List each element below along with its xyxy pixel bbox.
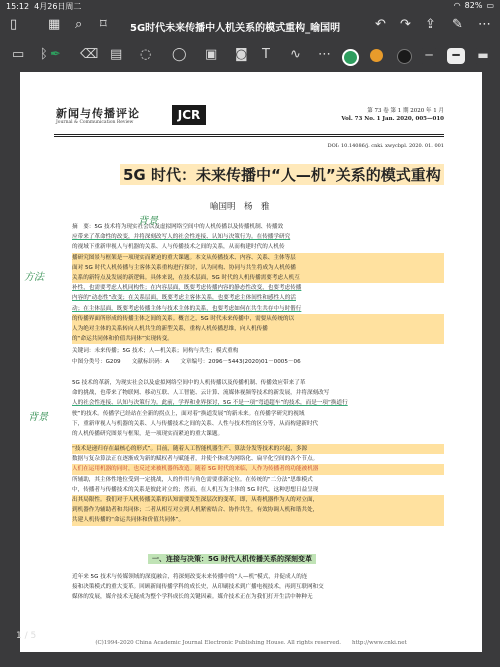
sidebar-toggle-icon[interactable]: ▯ — [10, 17, 18, 32]
abstract-line: 关系的新特点及发展的新逻辑。具体来说，在技术层面，5G 时代的人机传播需要考虑人机互 — [72, 273, 444, 283]
read-mode-icon[interactable]: ▭ — [12, 47, 25, 62]
section-line: 接和决策模式的重大变革。回顾新闻传播学科的成长史，从印刷技术到广播电视技术，再到互联网和交 — [72, 584, 324, 591]
para2-line: 所辅助，其主体性地位受到一定挑战，人的作用与角色需要重新定位。在传统的“二分法”思维模式 — [72, 476, 313, 483]
annotation-toolbar — [0, 42, 500, 70]
para2-line: 数据与复杂算法正在逐渐成为新的赋权者与赋能者，并使个体成为网络化、扁平化空间的各个节点。 — [72, 456, 319, 463]
abstract-line: 面对 5G 时代人机传播与主客体关系重构进行探讨，认为同构、协同与共生将成为人机传播 — [72, 263, 444, 273]
edit-toggle-icon[interactable]: ✎ — [452, 17, 463, 32]
grid-icon[interactable]: ▦ — [48, 17, 61, 32]
pen-icon[interactable]: ✒ — [50, 47, 61, 62]
wifi-icon: ◠ — [453, 1, 461, 10]
section-heading: 一、连接与决策：5G 时代人机传播关系的深刻变革 — [148, 554, 316, 564]
header-rule — [54, 134, 444, 135]
section-line: 媒体的发展，媒介技术无疑成为整个学科成长的关键因素。媒介技术正在为我们打开生活中种种无 — [72, 594, 313, 601]
para2-line: 到机器作为辅助者和共同体；二者从相互对立到人机紧密结合、协作共生，有效协调人机和谐共处， — [72, 505, 444, 515]
para2-line: 出其局限性。我们对于人机传播关系的认知需要发生深层次的变革，即，从将机器作为人的对立面， — [72, 495, 444, 505]
header-rule-thin — [54, 136, 444, 137]
abstract-line: 摘 要：5G 技术将为现实社会以及虚拟网络空间中的人机传播以及传播机制、传播效 — [72, 224, 284, 230]
paper-authors: 喻国明 杨 雅 — [210, 202, 270, 212]
search-icon[interactable]: ⌕ — [75, 17, 83, 32]
abstract-line: 补性，也需要考虑人机同构性；在内容层面，既要考虑传播内容的静态性改变，也要考虑传播 — [72, 285, 302, 292]
battery-icon: ▭ — [486, 1, 494, 10]
abstract-line: 的“命运共同体和价值共同体”实现转变。 — [72, 334, 444, 344]
keywords: 关键词：未来传播；5G 技术；人—机关系；同构与共生；模式重构 — [72, 348, 239, 354]
title-bar — [0, 13, 500, 39]
section-paragraph — [72, 572, 444, 603]
para2-line: 人们在运用机器的同时，也反过来被机器所改造。随着 5G 时代的来临，人作为传播者的功能被机器 — [72, 464, 444, 474]
intro-paragraph — [72, 378, 444, 439]
page-footer: (C)1994-2020 China Academic Journal Electronic Publishing House. All rights reserved. http://www.cnki.net — [95, 640, 407, 646]
intro-line: 5G 技术的革新，为现实社会以及虚拟网络空间中的人机传播以及传播机制、传播效应带来了革 — [72, 380, 306, 386]
share-icon[interactable]: ⇪ — [425, 17, 436, 32]
handwritten-note: 方法 — [24, 272, 44, 283]
document-title[interactable]: 5G时代未来传播中人机关系的模式重构_喻国明 — [130, 23, 341, 34]
status-right — [454, 1, 494, 10]
undo-icon[interactable]: ↶ — [375, 17, 386, 32]
image-icon[interactable]: ▣ — [205, 47, 218, 62]
paragraph-2 — [72, 444, 444, 526]
color-black-swatch[interactable] — [397, 49, 412, 64]
journal-logo: 新闻与传播评论 — [56, 107, 140, 120]
lasso-icon[interactable]: ◌ — [140, 47, 152, 62]
intro-line: 下，重新审视人与机器的关系、人与传播技术之间的关系、人性与技术性的区分等，从而构建新时代 — [72, 420, 319, 427]
status-bar — [0, 0, 500, 13]
text-icon[interactable]: T — [262, 47, 270, 62]
abstract-line: 人为绝对主体的关系转向人机共生的新型关系，重构人机传播思维，向人机传播 — [72, 324, 444, 334]
para2-line: “技术是递归存在最核心的形式”。目前，随着人工智能机器生产、算法分发等技术的兴起，多源 — [72, 444, 444, 454]
thick-stroke-button[interactable]: ▬ — [474, 48, 492, 64]
abstract-line: 的传播界面所形成的传播主体之间的关系。概言之，5G 时代未来传播中，需要从传统的以 — [72, 314, 444, 324]
doi: DOI: 10.14086/j. cnki. xwycbpl. 2020. 01. 001 — [327, 143, 444, 149]
bluetooth-icon: ᛒ — [40, 47, 48, 62]
handwritten-note: 背景 — [28, 412, 48, 423]
intro-line: 驶”的技术。传播学已经站在全新的拐点上，面对着“换道发展”的新未来。在传播学研究的视域 — [72, 410, 305, 417]
jcr-logo: JCR — [172, 105, 206, 125]
status-time-date: 15:12 4月26日周二 — [6, 2, 82, 11]
camera-icon[interactable]: ◙ — [235, 47, 248, 62]
eraser-icon[interactable]: ⌫ — [80, 47, 99, 62]
intro-line: 的人机传播研究图景与框架，是一项现实而紧迫的重大课题。 — [72, 431, 224, 438]
intro-line: 命的挑战，也带来了物联网、移动互联、人工智能、云计算、流媒体视频等技术的新发展，并将深刻改写 — [72, 390, 330, 397]
pdf-page[interactable] — [20, 72, 482, 652]
abstract-line: 播研究图景与框架是一项现实而紧迫的重大课题。本文从传播技术、内容、关系、主体等层 — [72, 253, 444, 263]
journal-name-en: Journal & Communication Review — [56, 120, 134, 125]
para2-line: 共建人机传播的“命运共同体和价值共同体”。 — [72, 515, 444, 525]
more-tools-icon[interactable]: ⋯ — [318, 47, 331, 62]
abstract-line: 内容的“动态性”改变；在关系层面，既要考虑主客体关系，也要考虑主体间性和感性人的活 — [72, 295, 296, 302]
classification: 中图分类号：G209 文献标识码：A 文章编号：2096－5443(2020)01－0005－06 — [72, 359, 301, 365]
page-indicator: 1 / 5 — [16, 631, 37, 641]
intro-line: 人的社会性连接、认知与决策行为。此前，学界和业界探讨，5G 不是一项“弯道超车”的技术，而是一项“换道行 — [72, 400, 348, 407]
volume-info: 第 73 卷 第 1 期 2020 年 1 月 Vol. 73 No. 1 Jan. 2020, 005—010 — [341, 108, 444, 122]
thin-stroke-button[interactable]: ─ — [420, 48, 438, 64]
bookmark-icon[interactable]: ⌑ — [100, 17, 107, 32]
redo-icon[interactable]: ↷ — [400, 17, 411, 32]
link-icon[interactable]: ∿ — [290, 47, 301, 62]
color-orange-swatch[interactable] — [370, 49, 383, 62]
abstract-line: 的视域下重新审视人与机器的关系、人与传播技术之间的关系，从而构建时代的人机传 — [72, 244, 285, 251]
abstract-line: 应带来了革命性的改变，并将深刻改写人的社会性连接、认知与决策行为。在传播学研究 — [72, 234, 291, 241]
abstract-line: 动；在主体层面，既要考虑传播主体与技术主体的关系，也要考虑如何在共生共存中与时偕行 — [72, 305, 302, 312]
shapes-icon[interactable]: ◯ — [172, 47, 187, 62]
abstract — [72, 222, 444, 344]
section-line: 近年来 5G 技术与传媒领域的深度融合，将深刻改变未来传播中的“人—机”模式，并促成人的连 — [72, 574, 308, 580]
more-icon[interactable]: ⋯ — [478, 17, 491, 32]
medium-stroke-button[interactable]: ━ — [447, 48, 465, 64]
battery-percent: 82% — [464, 1, 483, 10]
paper-title: 5G 时代：未来传播中“人—机”关系的模式重构 — [120, 164, 444, 185]
para2-line: 中，传播者与传播技术的关系是彼此对立的；然而，在人机互为主体的 5G 时代，这种思想日益呈现 — [72, 486, 319, 493]
handwritten-note: 背景 — [138, 216, 158, 227]
color-green-swatch[interactable] — [342, 49, 359, 66]
highlighter-icon[interactable]: ▤ — [110, 47, 123, 62]
